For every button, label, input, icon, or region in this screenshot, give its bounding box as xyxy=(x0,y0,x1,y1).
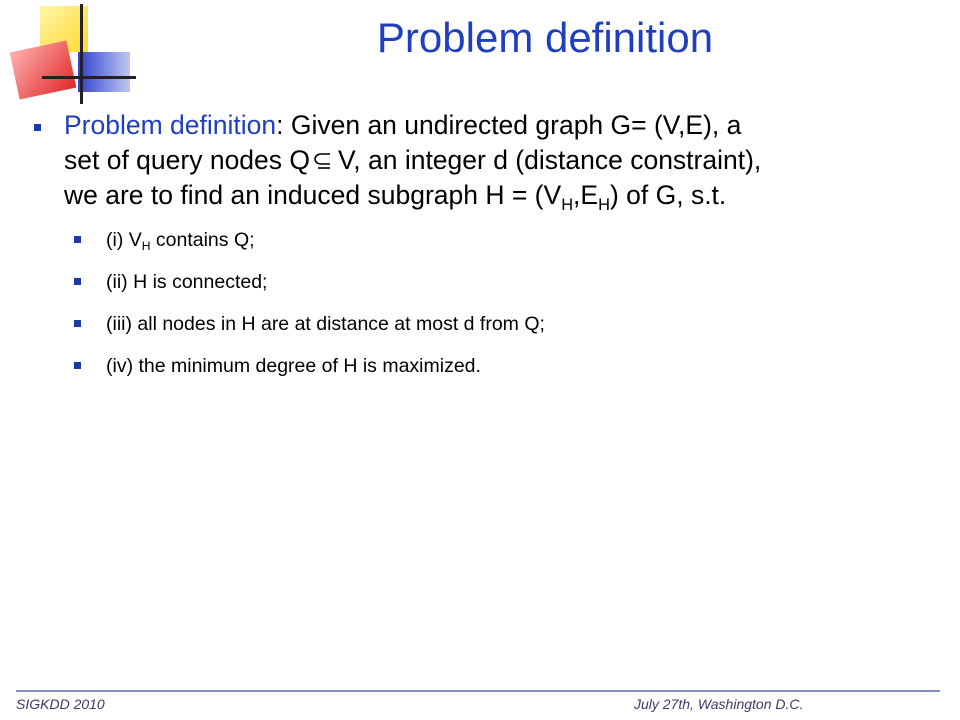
sub-bullet-1-text-a: (i) V xyxy=(106,229,142,251)
bullet-text-line2a: set of query nodes Q xyxy=(64,145,311,175)
bullet-marker xyxy=(74,236,81,243)
sub-bullet-1 xyxy=(74,227,934,253)
footer-date-location: July 27th, Washington D.C. xyxy=(634,696,804,712)
bullet-text-comma: ,E xyxy=(573,180,599,210)
bullet-text-line2b: V, an integer d (distance constraint), xyxy=(338,145,762,175)
footer-divider xyxy=(16,690,940,692)
subscript-h2: H xyxy=(598,195,610,214)
bullet-marker xyxy=(74,320,81,327)
bullet-text-line1: : Given an undirected graph G= (V,E), a xyxy=(276,110,742,140)
bullet-text-line3b: ) of G, s.t. xyxy=(609,180,727,210)
bullet-lead: Problem definition xyxy=(64,110,277,140)
logo-horizontal-line xyxy=(42,76,136,79)
sub-bullet-1-text-b: contains Q; xyxy=(150,229,255,251)
bullet-marker xyxy=(74,362,81,369)
slide-content xyxy=(34,108,934,379)
bullet-text-line3a: we are to find an induced subgraph H = (V xyxy=(64,180,562,210)
sub-bullet-2-text: (ii) H is connected; xyxy=(106,271,268,293)
bullet-marker xyxy=(34,124,41,131)
subseteq-symbol-icon xyxy=(312,151,336,171)
sub-bullet-4-text: (iv) the minimum degree of H is maximized. xyxy=(106,355,481,377)
sub-bullet-4 xyxy=(74,353,934,379)
sub-bullet-3-text: (iii) all nodes in H are at distance at most d from Q; xyxy=(106,313,545,335)
main-bullet xyxy=(34,108,934,213)
sub-bullet-3 xyxy=(74,311,934,337)
sub-bullet-2 xyxy=(74,269,934,295)
subscript-h1: H xyxy=(561,195,574,214)
footer-conference: SIGKDD 2010 xyxy=(16,696,105,712)
slide-title: Problem definition xyxy=(376,14,714,61)
bullet-marker xyxy=(74,278,81,285)
sub-bullet-1-subscript: H xyxy=(141,239,151,254)
